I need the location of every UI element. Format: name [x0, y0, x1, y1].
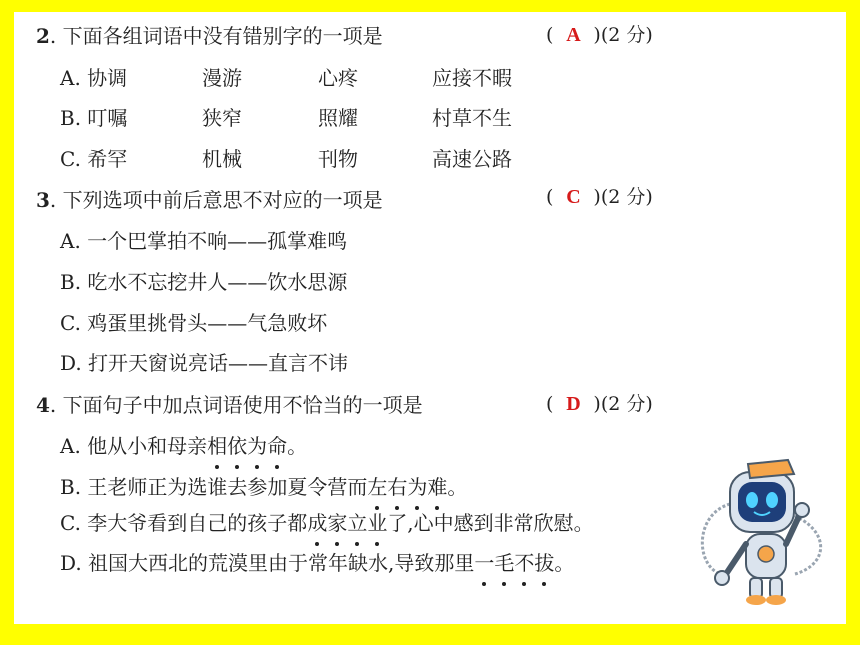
emphasis-dot-char: 左	[367, 471, 387, 500]
q2-option-b-2: 狭窄	[202, 106, 242, 130]
q2-option-a-1: A. 协调	[60, 66, 128, 90]
dotted-phrase	[367, 475, 447, 499]
q2-option-b-1: B. 叮嘱	[60, 106, 128, 130]
q2-option-b-4: 村草不生	[432, 106, 512, 130]
question-2-answer: A	[566, 24, 581, 46]
robot-mascot-icon	[690, 454, 840, 614]
dotted-phrase	[474, 551, 554, 575]
question-3-answer-bracket: ( C )(2 分)	[546, 186, 653, 208]
emphasis-dot-char: 家	[327, 507, 347, 536]
emphasis-dot-char: 毛	[494, 547, 514, 576]
q2-option-c-4: 高速公路	[432, 147, 512, 171]
q2-option-c-2: 机械	[202, 147, 242, 171]
q3-option-a: A. 一个巴掌拍不响——孤掌难鸣	[60, 229, 348, 253]
emphasis-dot-char: 不	[514, 547, 534, 576]
question-3-answer: C	[566, 186, 581, 208]
question-4-stem: 4. 下面句子中加点词语使用不恰当的一项是	[36, 393, 423, 417]
emphasis-dot-char: 业	[367, 507, 387, 536]
question-4-answer: D	[566, 393, 581, 415]
emphasis-dot-char: 一	[474, 547, 494, 576]
question-2-answer-bracket: ( A )(2 分)	[546, 24, 653, 46]
q3-option-c: C. 鸡蛋里挑骨头——气急败坏	[60, 311, 328, 335]
emphasis-dot-char: 右	[387, 471, 407, 500]
q4-option-a: A. 他从小和母亲相依为命。	[60, 430, 307, 459]
emphasis-dot-char: 立	[347, 507, 367, 536]
q2-option-a-2: 漫游	[202, 66, 242, 90]
emphasis-dot-char: 为	[407, 471, 427, 500]
emphasis-dot-char: 依	[227, 430, 247, 459]
q2-option-c-1: C. 希罕	[60, 147, 128, 171]
question-2-stem: 2. 下面各组词语中没有错别字的一项是	[36, 24, 383, 48]
question-3-stem: 3. 下列选项中前后意思不对应的一项是	[36, 188, 383, 212]
q3-option-d: D. 打开天窗说亮话——直言不讳	[60, 351, 349, 375]
worksheet-page	[14, 12, 846, 624]
q4-option-d: D. 祖国大西北的荒漠里由于常年缺水,导致那里一毛不拔。	[60, 547, 574, 576]
emphasis-dot-char: 命	[267, 430, 287, 459]
q3-option-b: B. 吃水不忘挖井人——饮水思源	[60, 270, 348, 294]
question-4-answer-bracket: ( D )(2 分)	[546, 393, 653, 415]
emphasis-dot-char: 相	[207, 430, 227, 459]
q2-option-a-3: 心疼	[318, 66, 358, 90]
q2-option-a-4: 应接不暇	[432, 66, 512, 90]
q2-option-b-3: 照耀	[318, 106, 358, 130]
dotted-phrase	[207, 434, 287, 458]
q2-option-c-3: 刊物	[318, 147, 358, 171]
emphasis-dot-char: 成	[307, 507, 327, 536]
q4-option-c: C. 李大爷看到自己的孩子都成家立业了,心中感到非常欣慰。	[60, 507, 594, 536]
q4-option-b: B. 王老师正为选谁去参加夏令营而左右为难。	[60, 471, 467, 500]
dotted-phrase	[307, 511, 387, 535]
emphasis-dot-char: 拔	[534, 547, 554, 576]
emphasis-dot-char: 难	[427, 471, 447, 500]
emphasis-dot-char: 为	[247, 430, 267, 459]
